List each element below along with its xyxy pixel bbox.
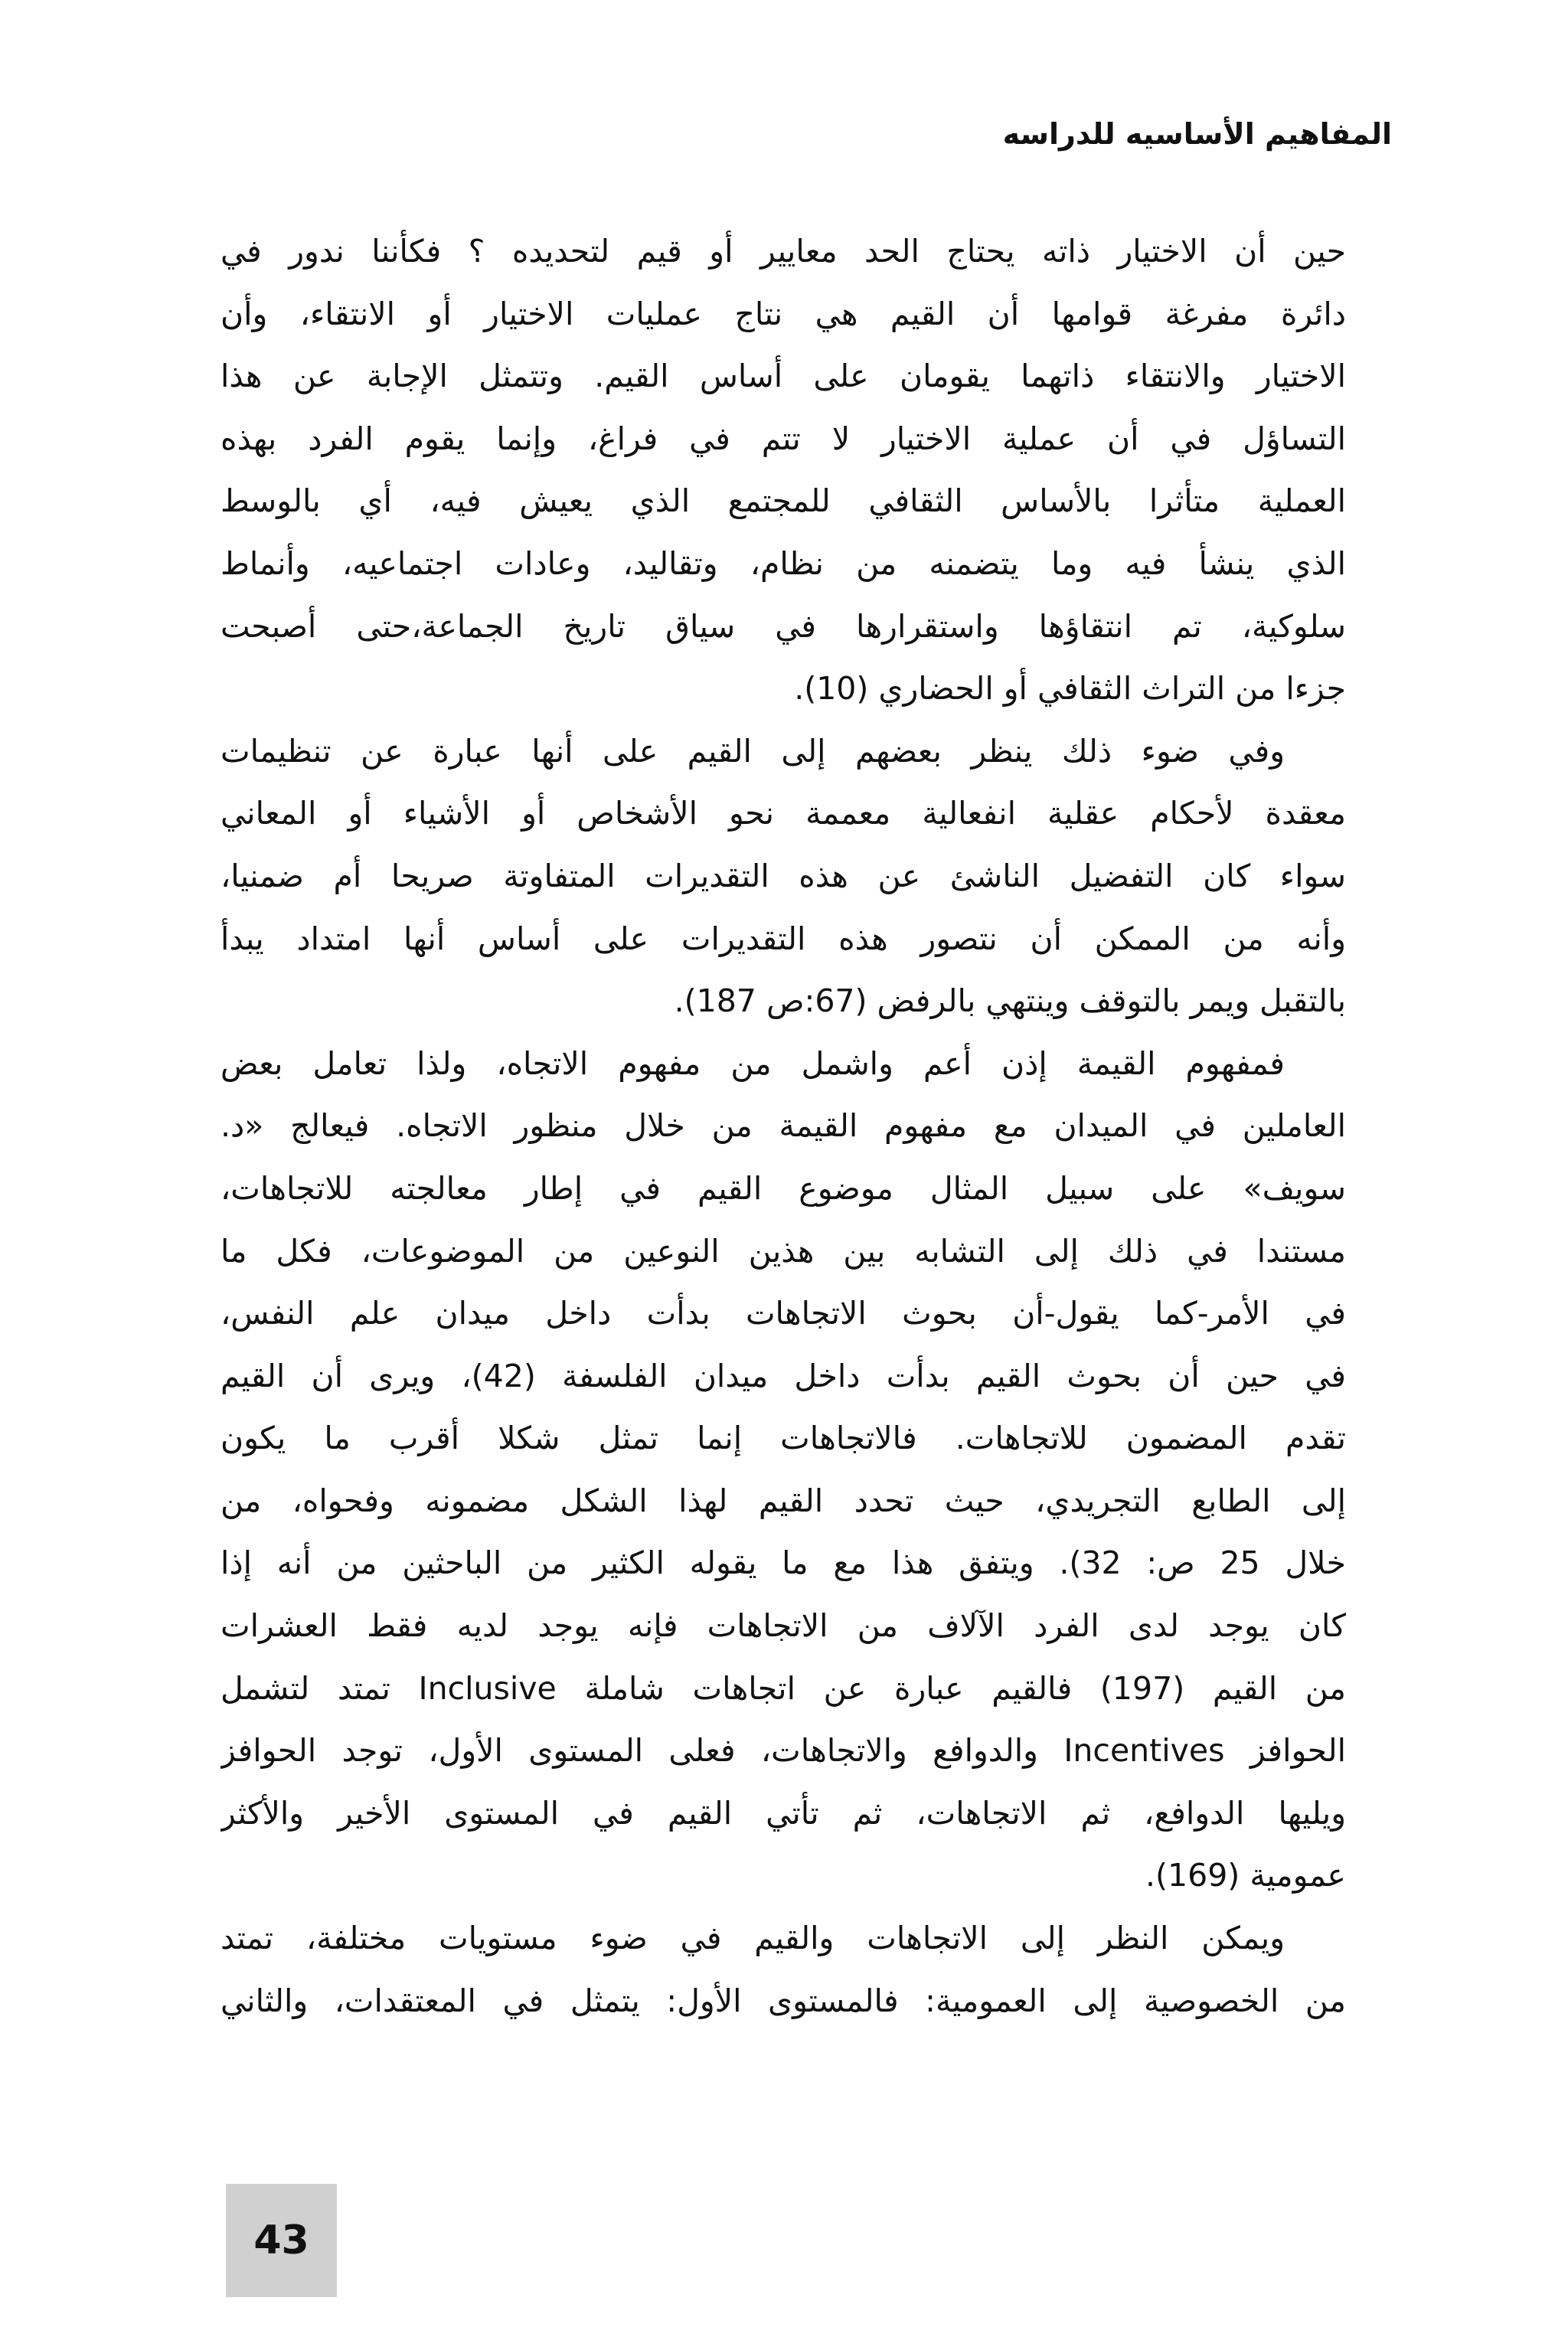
text-line: سواء كان التفضيل الناشئ عن هذه التقديرات المتفاوتة صريحا أم ضمنيا، xyxy=(220,857,1346,894)
paragraph-4 xyxy=(220,1907,1346,2032)
text-line: في حين أن بحوث القيم بدأت داخل ميدان الفلسفة (42)، ويرى أن القيم xyxy=(220,1357,1346,1394)
text-line: الاختيار والانتقاء ذاتهما يقومان على أساس القيم. وتتمثل الإجابة عن هذا xyxy=(220,358,1346,395)
text-line: ويليها الدوافع، ثم الاتجاهات، ثم تأتي القيم في المستوى الأخير والأكثر xyxy=(220,1794,1346,1832)
paragraph-2 xyxy=(220,721,1346,1033)
text-line: خلال 25 ص: 32). ويتفق هذا مع ما يقوله الكثير من الباحثين من أنه إذا xyxy=(220,1544,1346,1582)
text-line: فمفهوم القيمة إذن أعم واشمل من مفهوم الاتجاه، ولذا تعامل بعض xyxy=(220,1044,1285,1082)
text-line: معقدة لأحكام عقلية انفعالية معممة نحو الأشخاص أو الأشياء أو المعاني xyxy=(220,795,1346,832)
page-number-box xyxy=(226,2184,337,2297)
text-line: سلوكية، تم انتقاؤها واستقرارها في سياق تاريخ الجماعة،حتى أصبحت xyxy=(220,607,1346,645)
text-line: وأنه من الممكن أن نتصور هذه التقديرات على أساس أنها امتداد يبدأ xyxy=(220,920,1346,957)
text-line: ويمكن النظر إلى الاتجاهات والقيم في ضوء مستويات مختلفة، تمتد xyxy=(220,1920,1285,1957)
paragraph-3 xyxy=(220,1033,1346,1907)
text-line: سويف» على سبيل المثال موضوع القيم في إطار معالجته للاتجاهات، xyxy=(220,1169,1346,1207)
text-line: العملية متأثرا بالأساس الثقافي للمجتمع الذي يعيش فيه، أي بالوسط xyxy=(220,482,1346,520)
text-line: تقدم المضمون للاتجاهات. فالاتجاهات إنما تمثل شكلا أقرب ما يكون xyxy=(220,1420,1346,1457)
text-line: دائرة مفرغة قوامها أن القيم هي نتاج عمليات الاختيار أو الانتقاء، وأن xyxy=(220,295,1346,332)
text-line: من القيم (197) فالقيم عبارة عن اتجاهات شاملة Inclusive تمتد لتشمل xyxy=(220,1669,1346,1707)
text-line: كان يوجد لدى الفرد الآلاف من الاتجاهات فإنه يوجد لديه فقط العشرات xyxy=(220,1607,1346,1645)
paragraph-1 xyxy=(220,221,1346,721)
text-line: عمومية (169). xyxy=(1145,1857,1346,1894)
text-line: مستندا في ذلك إلى التشابه بين هذين النوعين من الموضوعات، فكل ما xyxy=(220,1232,1346,1270)
text-line: حين أن الاختيار ذاته يحتاج الحد معايير أو قيم لتحديده ؟ فكأننا ندور في xyxy=(220,233,1346,270)
text-line: العاملين في الميدان مع مفهوم القيمة من خلال منظور الاتجاه. فيعالج «د. xyxy=(220,1107,1346,1145)
text-line: بالتقبل ويمر بالتوقف وينتهي بالرفض (67:ص 187). xyxy=(674,982,1346,1020)
page-number: 43 xyxy=(253,2218,309,2263)
text-line: الحوافز Incentives والدوافع والاتجاهات، فعلى المستوى الأول، توجد الحوافز xyxy=(220,1732,1346,1770)
text-line: الذي ينشأ فيه وما يتضمنه من نظام، وتقاليد، وعادات اجتماعيه، وأنماط xyxy=(220,544,1346,582)
text-line: جزءا من التراث الثقافي أو الحضاري (10). xyxy=(794,670,1346,708)
text-line: من الخصوصية إلى العمومية: فالمستوى الأول: يتمثل في المعتقدات، والثاني xyxy=(220,1982,1346,2019)
running-head-title: المفاهيم الأساسيه للدراسه xyxy=(1002,117,1392,151)
text-line: في الأمر-كما يقول-أن بحوث الاتجاهات بدأت داخل ميدان علم النفس، xyxy=(220,1295,1346,1332)
text-line: إلى الطابع التجريدي، حيث تحدد القيم لهذا الشكل مضمونه وفحواه، من xyxy=(220,1482,1346,1519)
text-line: التساؤل في أن عملية الاختيار لا تتم في فراغ، وإنما يقوم الفرد بهذه xyxy=(220,420,1346,457)
body-text xyxy=(220,221,1346,2032)
text-line: وفي ضوء ذلك ينظر بعضهم إلى القيم على أنها عبارة عن تنظيمات xyxy=(220,732,1285,770)
